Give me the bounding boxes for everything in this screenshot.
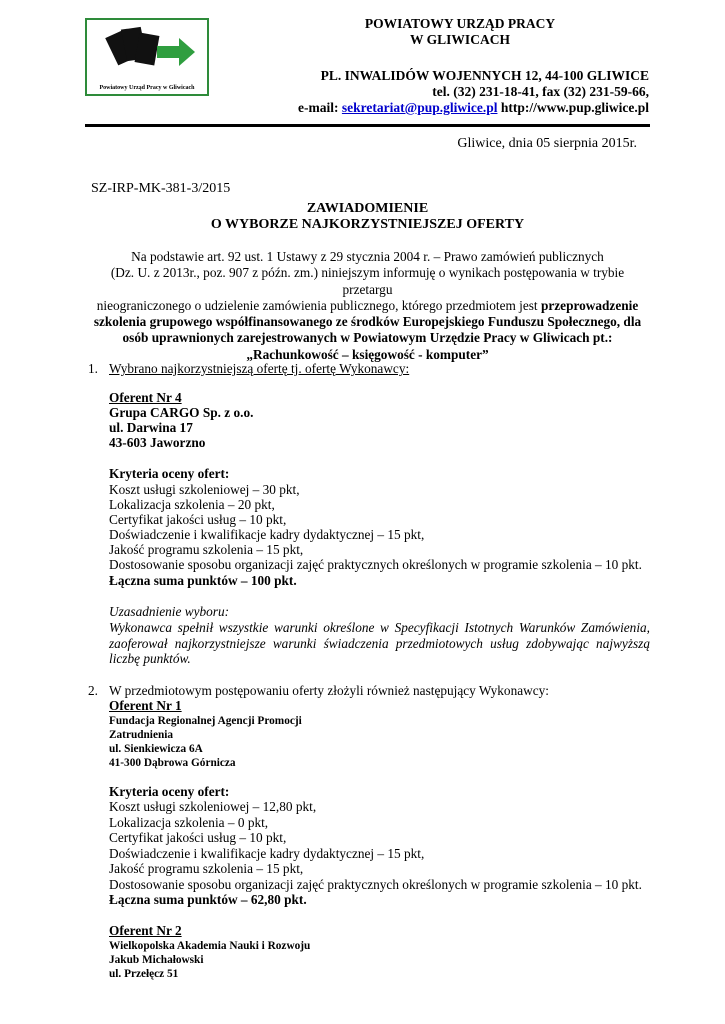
intro-line3 (85, 298, 650, 314)
date-line: Gliwice, dnia 05 sierpnia 2015r. (457, 136, 637, 151)
logo-caption: Powiatowy Urząd Pracy w Gliwicach (99, 85, 195, 91)
offer1-criterion: Koszt usługi szkoleniowej – 12,80 pkt, (109, 799, 317, 814)
section1-criteria-heading: Kryteria oceny ofert: (109, 466, 230, 481)
section1-criterion: Lokalizacja szkolenia – 20 pkt, (109, 497, 275, 512)
intro-line1: Na podstawie art. 92 ust. 1 Ustawy z 29 stycznia 2004 r. – Prawo zamówień publicznych (131, 249, 604, 264)
justification-heading: Uzasadnienie wyboru: (109, 604, 230, 619)
section1-heading: Wybrano najkorzystniejszą ofertę tj. ofertę Wykonawcy: (109, 361, 410, 376)
section1-number: 1. (88, 361, 98, 376)
section1-criterion: Dostosowanie sposobu organizacji zajęć praktycznych określonych w programie szkolenia – 10 pkt. (109, 557, 642, 572)
section1-total: Łączna suma punktów – 100 pkt. (109, 573, 297, 588)
section1-company: Grupa CARGO Sp. z o.o. (109, 405, 254, 420)
section1-street: ul. Darwina 17 (109, 420, 193, 435)
offer2-label: Oferent Nr 2 (109, 923, 182, 938)
title-line2: O WYBORZE NAJKORZYSTNIEJSZEJ OFERTY (210, 217, 525, 232)
intro-line6: „Rachunkowość – księgowość - komputer” (246, 346, 489, 362)
offer1-criterion: Jakość programu szkolenia – 15 pkt, (109, 861, 304, 876)
offer1-criterion: Dostosowanie sposobu organizacji zajęć praktycznych określonych w programie szkolenia – 10 pkt. (109, 877, 642, 892)
offer1-label: Oferent Nr 1 (109, 698, 182, 713)
justification-text: Wykonawca spełnił wszystkie warunki określone w Specyfikacji Istotnych Warunków Zamówienia, zaoferował najkorzystniejsze warunki świadczenia przedmiotowych usług zdobywając najwyższą liczbę punktów. (109, 620, 650, 667)
website-text: http://www.pup.gliwice.pl (497, 100, 649, 115)
section2-number: 2. (88, 683, 98, 698)
offer1-total: Łączna suma punktów – 62,80 pkt. (109, 892, 307, 907)
document-title (85, 201, 650, 233)
offer2-street: ul. Przełęcz 51 (109, 968, 179, 980)
intro-line3-bold: przeprowadzenie (540, 297, 639, 313)
office-contact-line (298, 100, 649, 116)
title-line1: ZAWIADOMIENIE (306, 201, 429, 216)
intro-line4: szkolenia grupowego współfinansowanego ze środków Europejskiego Funduszu Społecznego, dla (93, 314, 642, 330)
office-name-line2: W GLIWICACH (410, 32, 510, 47)
offer1-criterion: Lokalizacja szkolenia – 0 pkt, (109, 815, 269, 830)
section2-heading: W przedmiotowym postępowaniu oferty złożyli również następujący Wykonawcy: (109, 683, 549, 698)
intro-paragraph (85, 249, 650, 363)
reference-number: SZ-IRP-MK-381-3/2015 (91, 181, 231, 196)
intro-line3-normal: nieograniczonego o udzielenie zamówienia publicznego, którego przedmiotem jest (96, 297, 541, 313)
offer1-criterion: Certyfikat jakości usług – 10 pkt, (109, 830, 287, 845)
section1-offer-label: Oferent Nr 4 (109, 390, 182, 405)
office-phone: tel. (32) 231-18-41, fax (32) 231-59-66, (432, 84, 649, 99)
intro-line2: (Dz. U. z 2013r., poz. 907 z późn. zm.) niniejszym informuję o wynikach postępowania w trybie przetargu (110, 265, 625, 297)
office-address: PL. INWALIDÓW WOJENNYCH 12, 44-100 GLIWICE (320, 68, 649, 83)
offer1-street: ul. Sienkiewicza 6A (109, 743, 203, 755)
section1-criterion: Doświadczenie i kwalifikacje kadry dydaktycznej – 15 pkt, (109, 527, 425, 542)
office-name-line1: POWIATOWY URZĄD PRACY (364, 16, 556, 31)
section1-criterion: Jakość programu szkolenia – 15 pkt, (109, 542, 304, 557)
offer1-name-line2: Zatrudnienia (109, 729, 174, 741)
section1-criterion: Certyfikat jakości usług – 10 pkt, (109, 512, 287, 527)
offer2-name-line1: Wielkopolska Akademia Nauki i Rozwoju (109, 940, 311, 952)
section1-criterion: Koszt usługi szkoleniowej – 30 pkt, (109, 482, 300, 497)
intro-line5: osób uprawnionych zarejestrowanych w Powiatowym Urzędzie Pracy w Gliwicach pt.: (122, 330, 613, 346)
section1-city: 43-603 Jaworzno (109, 435, 206, 450)
offer1-criteria-heading: Kryteria oceny ofert: (109, 784, 230, 799)
offer1-city: 41-300 Dąbrowa Górnicza (109, 757, 236, 769)
logo-graphic (87, 20, 207, 94)
offer1-criterion: Doświadczenie i kwalifikacje kadry dydaktycznej – 15 pkt, (109, 846, 425, 861)
offer2-name-line2: Jakub Michałowski (109, 954, 204, 966)
offer1-name-line1: Fundacja Regionalnej Agencji Promocji (109, 715, 302, 727)
header-divider (85, 124, 650, 127)
email-link[interactable]: sekretariat@pup.gliwice.pl (341, 100, 498, 115)
email-prefix: e-mail: (298, 100, 342, 115)
office-logo (85, 18, 209, 96)
